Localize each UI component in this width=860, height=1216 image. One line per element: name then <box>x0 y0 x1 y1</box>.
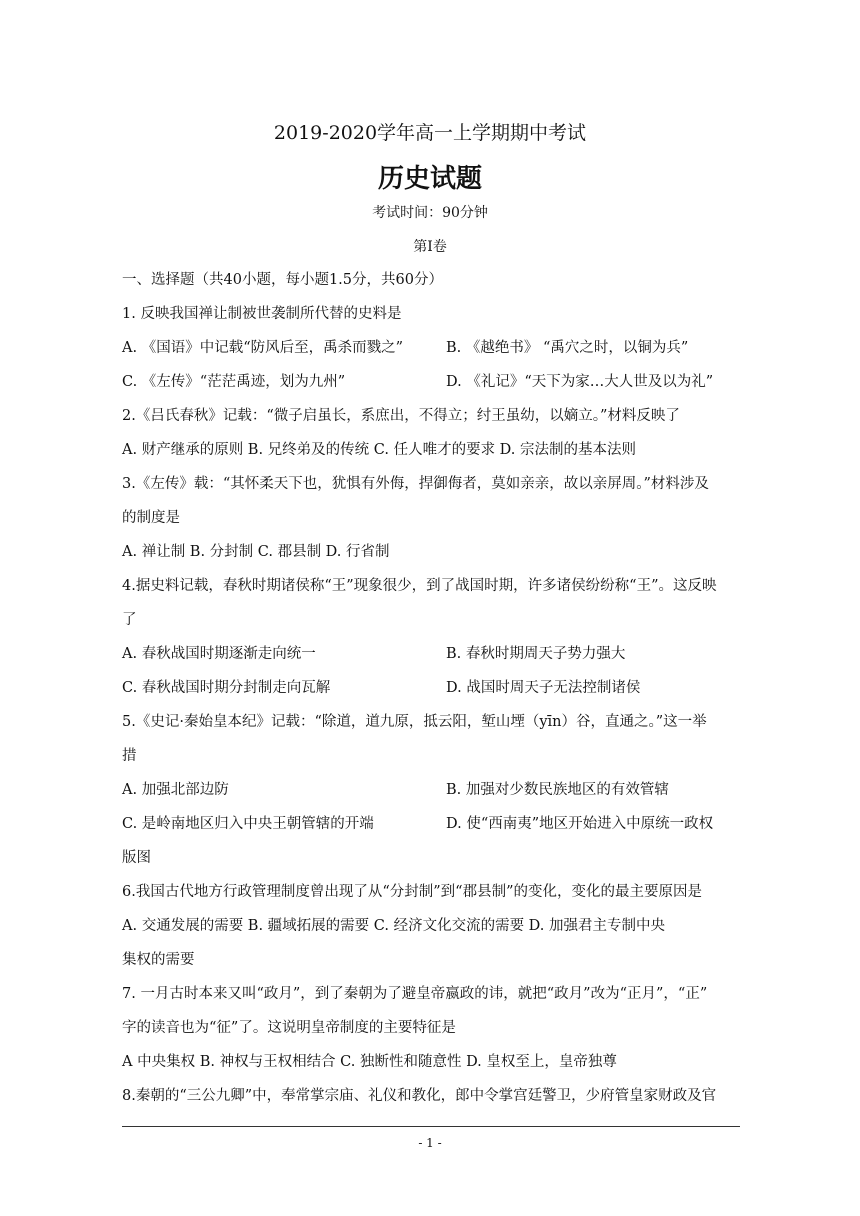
question-4-stem: 4.据史料记载，春秋时期诸侯称“王”现象很少，到了战国时期，许多诸侯纷纷称“王”。这反映 <box>122 578 717 594</box>
question-4-option-a: A. 春秋战国时期逐渐走向统一 <box>122 646 316 662</box>
question-6-options-cont: 集权的需要 <box>122 952 195 968</box>
question-2-options: A. 财产继承的原则 B. 兄终弟及的传统 C. 任人唯才的要求 D. 宗法制的基本法则 <box>122 442 637 458</box>
question-1-option-a: A. 《国语》中记载“防风后至，禹杀而戮之” <box>122 340 404 356</box>
question-7-stem-cont: 字的读音也为“征”了。这说明皇帝制度的主要特征是 <box>122 1020 456 1036</box>
question-3-stem-cont: 的制度是 <box>122 510 180 526</box>
question-5-option-b: B. 加强对少数民族地区的有效管辖 <box>446 782 669 798</box>
exam-title: 2019-2020学年高一上学期期中考试 <box>273 122 587 144</box>
section-heading: 一、选择题（共40小题，每小题1.5分，共60分） <box>122 272 443 288</box>
question-4-option-c: C. 春秋战国时期分封制走向瓦解 <box>122 680 331 696</box>
question-2-stem: 2.《吕氏春秋》记载：“微子启虽长，系庶出，不得立；纣王虽幼，以嫡立。”材料反映了 <box>122 408 680 424</box>
question-6-options: A. 交通发展的需要 B. 疆域拓展的需要 C. 经济文化交流的需要 D. 加强君主专制中央 <box>122 918 666 934</box>
question-1-stem: 1. 反映我国禅让制被世袭制所代替的史料是 <box>122 306 402 322</box>
question-5-option-d-cont: 版图 <box>122 850 151 866</box>
question-5-option-d: D. 使“西南夷”地区开始进入中原统一政权 <box>446 816 714 832</box>
question-8-stem: 8.秦朝的“三公九卿”中，奉常掌宗庙、礼仪和教化，郎中令掌宫廷警卫，少府管皇家财政及官 <box>122 1088 717 1104</box>
question-5-stem-cont: 措 <box>122 748 137 764</box>
question-1-option-d: D. 《礼记》“天下为家…大人世及以为礼” <box>446 374 714 390</box>
question-7-options: A 中央集权 B. 神权与王权相结合 C. 独断性和随意性 D. 皇权至上，皇帝独尊 <box>122 1054 617 1070</box>
question-5-option-a: A. 加强北部边防 <box>122 782 229 798</box>
question-1-option-c: C. 《左传》“茫茫禹迹，划为九州” <box>122 374 346 390</box>
page-number: - 1 - <box>418 1136 442 1150</box>
question-6-stem: 6.我国古代地方行政管理制度曾出现了从“分封制”到“郡县制”的变化，变化的最主要原因是 <box>122 884 702 900</box>
question-5-option-c: C. 是岭南地区归入中央王朝管辖的开端 <box>122 816 374 832</box>
question-4-option-d: D. 战国时周天子无法控制诸侯 <box>446 680 641 696</box>
question-5-stem: 5.《史记·秦始皇本纪》记载：“除道，道九原，抵云阳，堑山堙（yīn）谷，直通之。”这一举 <box>122 714 707 730</box>
question-4-stem-cont: 了 <box>122 612 137 628</box>
exam-time: 考试时间：90分钟 <box>372 205 488 221</box>
question-4-option-b: B. 春秋时期周天子势力强大 <box>446 646 626 662</box>
subject-title: 历史试题 <box>377 164 482 194</box>
question-7-stem: 7. 一月古时本来又叫“政月”，到了秦朝为了避皇帝嬴政的讳，就把“政月”改为“正月”，“正” <box>122 986 708 1002</box>
question-3-options: A. 禅让制 B. 分封制 C. 郡县制 D. 行省制 <box>122 544 390 560</box>
question-3-stem: 3.《左传》载：“其怀柔天下也，犹惧有外侮，捍御侮者，莫如亲亲，故以亲屏周。”材料涉及 <box>122 476 709 492</box>
question-1-option-b: B. 《越绝书》 “禹穴之时，以铜为兵” <box>446 340 689 356</box>
volume-label: 第I卷 <box>413 239 447 255</box>
footer-divider <box>122 1126 740 1127</box>
